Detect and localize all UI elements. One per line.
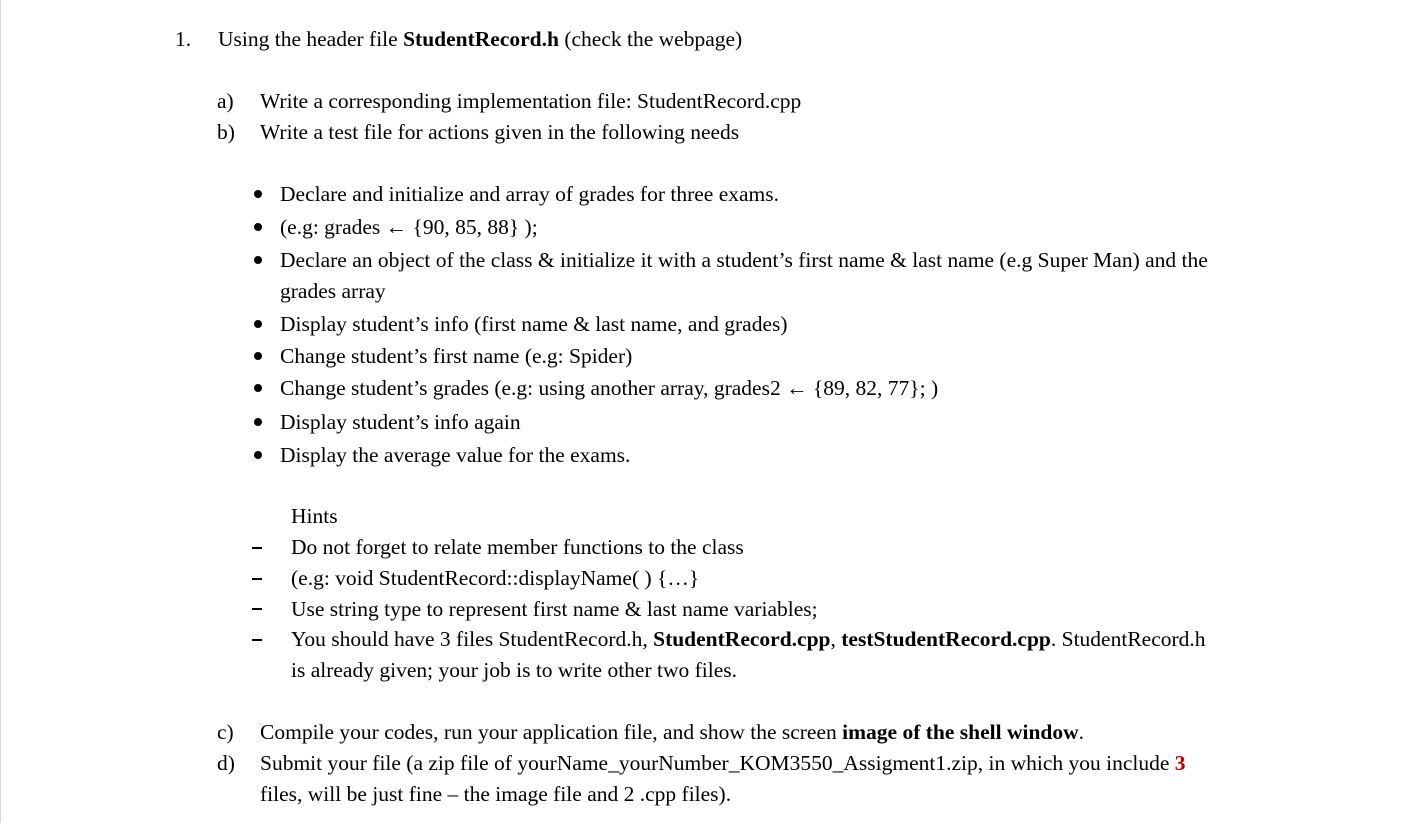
bullet-marker [254,451,262,459]
bullet-marker [254,352,262,360]
bullet-item: Display student’s info (first name & last name, and grades) [280,312,788,336]
test-filename: testStudentRecord.cpp [841,627,1051,651]
part-d-prefix: Submit your file (a zip file of yourName_yourNumber_KOM3550_Assigment1.zip, in which you include [260,751,1175,775]
dash-marker [252,608,262,610]
hints-title: Hints [291,504,338,528]
part-b-label: b) [217,120,235,144]
file-count-highlight: 3 [1174,751,1186,775]
header-filename: StudentRecord.h [403,27,559,51]
part-d-text [260,751,1186,777]
part-c-text [260,720,1084,746]
part-d-label: d) [217,751,235,775]
bullet-item: Declare an object of the class & initialize it with a student’s first name & last name (e.g Super Man) and the [280,248,1208,272]
hint-files-sep: , [830,627,842,651]
hint-item: Use string type to represent first name & last name variables; [291,597,818,621]
bullet-item: Change student’s first name (e.g: Spider) [280,344,633,368]
bullet-item-continued: grades array [280,279,386,303]
bullet-marker [254,190,262,198]
hint-item: (e.g: void StudentRecord::displayName( ) {…} [291,566,700,590]
question-intro-suffix: (check the webpage) [558,27,743,51]
part-a-text: Write a corresponding implementation file: StudentRecord.cpp [260,89,802,113]
hint-item: Do not forget to relate member functions to the class [291,535,744,559]
part-d-text-continued: files, will be just fine – the image file and 2 .cpp files). [260,782,732,806]
part-b-text: Write a test file for actions given in the following needs [260,120,740,144]
hint-item-files-continued: is already given; your job is to write other two files. [291,658,738,682]
bullet-marker [254,418,262,426]
bullet-item: Declare and initialize and array of grades for three exams. [280,182,780,206]
bullet-item: Display student’s info again [280,410,521,434]
dash-marker [252,639,262,641]
part-c-label: c) [217,720,234,744]
bullet-marker [254,256,262,264]
question-intro [218,27,742,53]
bullet-marker [254,223,262,231]
question-number: 1. [175,27,192,51]
bullet-marker [254,384,262,392]
bullet-item: Display the average value for the exams. [280,443,631,467]
dash-marker [252,578,262,580]
dash-marker [252,547,262,549]
hint-files-suffix: . StudentRecord.h [1050,627,1206,651]
part-c-bold: image of the shell window [842,720,1079,744]
part-a-label: a) [217,89,234,113]
part-c-prefix: Compile your codes, run your application file, and show the screen [260,720,843,744]
bullet-marker [254,320,262,328]
question-intro-prefix: Using the header file [218,27,404,51]
page-left-edge [0,0,1,823]
impl-filename: StudentRecord.cpp [653,627,831,651]
bullet-item: Change student’s grades (e.g: using another array, grades2 ← {89, 82, 77}; ) [280,376,939,400]
hint-item-files [291,627,1206,653]
part-c-suffix: . [1078,720,1085,744]
bullet-item: (e.g: grades ← {90, 85, 88} ); [280,215,538,239]
hint-files-prefix: You should have 3 files StudentRecord.h, [291,627,654,651]
